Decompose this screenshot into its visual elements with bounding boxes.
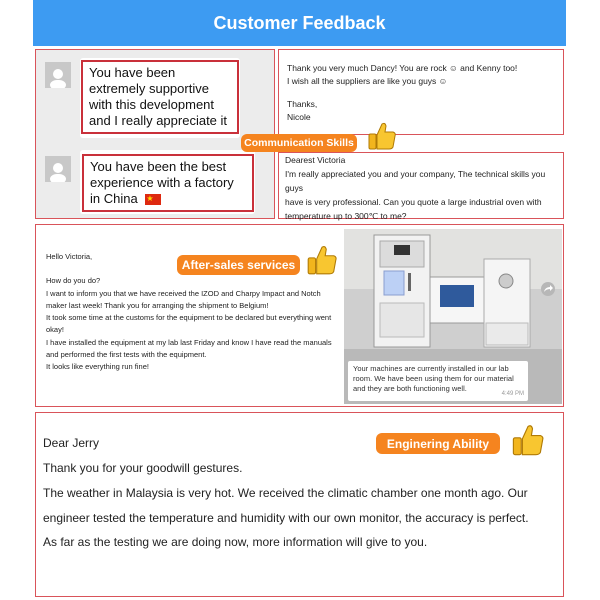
chat-message-1: You have been extremely supportive with this development and I really appreciate it bbox=[81, 60, 239, 134]
letter-greeting: Dear Jerry bbox=[43, 436, 100, 450]
letter-line: I want to inform you that we have received the IZOD and Charpy Impact and Notch bbox=[46, 288, 321, 298]
chat-panel bbox=[35, 49, 275, 219]
letter-line: It looks like everything run fine! bbox=[46, 362, 149, 372]
letter-line: How do you do? bbox=[46, 276, 101, 286]
chat-message-2-text: You have been the best experience with a factory in China bbox=[90, 159, 234, 206]
photo-caption bbox=[348, 361, 528, 401]
email-line: temperature up to 300℃ to me? bbox=[285, 211, 407, 221]
email-line: have is very professional. Can you quote a large industrial oven with bbox=[285, 197, 542, 207]
share-icon[interactable] bbox=[542, 283, 554, 295]
thumbs-up-icon bbox=[510, 422, 546, 458]
letter-line: It took some time at the customs for the equipment to be declared but everything went bbox=[46, 313, 332, 323]
email-signature: Nicole bbox=[287, 112, 311, 122]
letter-line: The weather in Malaysia is very hot. We received the climatic chamber one month ago. Our bbox=[43, 486, 528, 500]
avatar-icon bbox=[45, 62, 71, 88]
lab-photo bbox=[344, 229, 562, 404]
email-sign: Thanks, bbox=[287, 99, 318, 109]
avatar-icon bbox=[45, 156, 71, 182]
page-title: Customer Feedback bbox=[213, 12, 386, 33]
letter-line: okay! bbox=[46, 325, 64, 335]
chat-message-2 bbox=[82, 154, 254, 212]
letter-line: I have installed the equipment at my lab last Friday and know I have read the manuals bbox=[46, 337, 332, 347]
communication-skills-badge: Communication Skills bbox=[241, 134, 357, 152]
letter-line: maker last week! Thank you for arranging the shipment to Belgium! bbox=[46, 300, 269, 310]
email-line: I'm really appreciated you and your company, The technical skills you guys bbox=[285, 169, 546, 193]
letter-line: and performed the first tests with the equipment. bbox=[46, 350, 207, 360]
letter-line: engineer tested the temperature and humidity with our own monitor, the accuracy is perfect. bbox=[43, 511, 529, 525]
letter-line: Thank you for your goodwill gestures. bbox=[43, 461, 243, 475]
letter-line: As far as the testing we are doing now, more information will give to you. bbox=[43, 535, 428, 549]
photo-caption-text: Your machines are currently installed in our lab room. We have been using them for our material and they are both functioning well. bbox=[353, 364, 514, 393]
engineering-ability-badge: Enginering Ability bbox=[376, 433, 500, 454]
after-sales-badge: After-sales services bbox=[177, 255, 300, 275]
page-header bbox=[33, 0, 566, 46]
letter-line: Hello Victoria, bbox=[46, 252, 93, 261]
email-line: Thank you very much Dancy! You are rock ☺ and Kenny too! bbox=[287, 63, 518, 73]
thumbs-up-icon bbox=[366, 120, 398, 152]
thumbs-up-icon bbox=[305, 243, 339, 277]
email-nicole bbox=[278, 49, 564, 135]
after-sales-section bbox=[35, 224, 564, 407]
message-timestamp: 4:49 PM bbox=[501, 391, 524, 397]
email-line: I wish all the suppliers are like you guys ☺ bbox=[287, 76, 448, 86]
email-victoria bbox=[278, 152, 564, 219]
email-greeting: Dearest Victoria bbox=[285, 155, 346, 165]
china-flag-icon bbox=[145, 194, 161, 205]
